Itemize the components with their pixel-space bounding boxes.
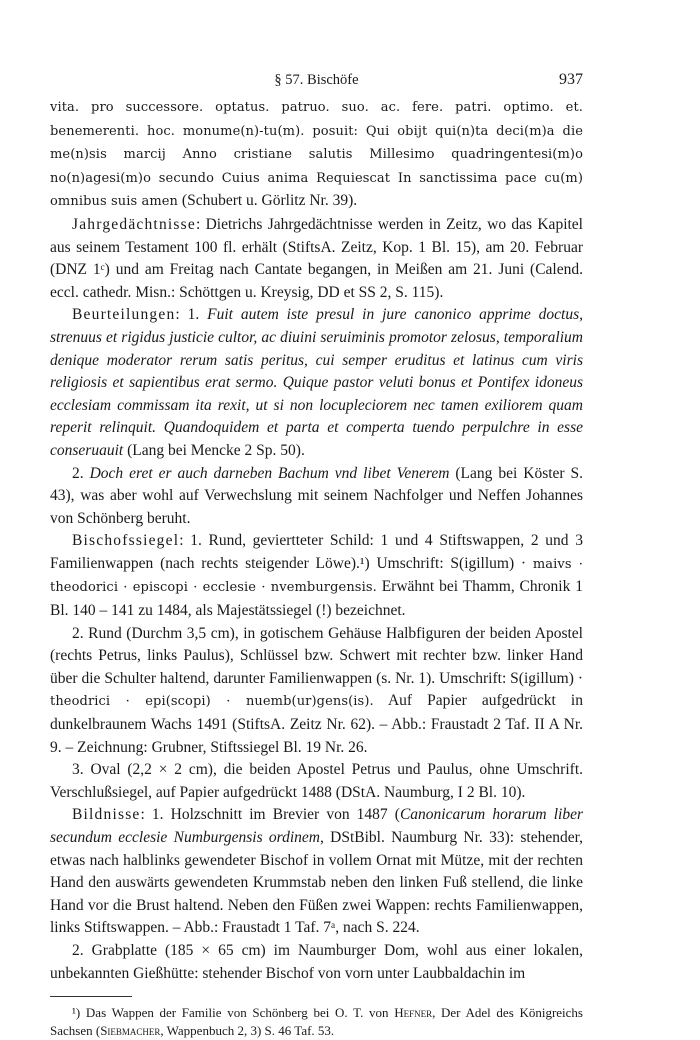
running-head bbox=[50, 70, 583, 90]
text-run: (Lang bei Köster S. 43), was aber wohl auf Verwechslung mit seinem Nachfolger und Neffen Johannes von Schönberg beruht. bbox=[50, 464, 584, 527]
paragraph-beurteilungen-2 bbox=[50, 463, 583, 531]
running-title: § 57. Bischöfe bbox=[274, 72, 359, 88]
text-run: Fuit autem iste presul in jure canonico apprime doctus, strenuus et rigidus justicie cultor, ac diuini seruiminis promotor zelosus, temporalium denique moderator rerum satis peritus, cui semper eruditus et latinus cum viris religiosis et sapientibus erat sermo. Quique pastor veluti bonus et Pontifex idoneus ecclesiam commissam ita rexit, ut si non locupleciorem nec tamen exiliorem quam reperit relinquit. Quandoquidem et parta et comperta tuendo perpulchre in esse conseruauit bbox=[50, 306, 583, 459]
paragraph-bischofssiegel-2 bbox=[50, 623, 583, 760]
paragraph-bischofssiegel-1 bbox=[50, 530, 583, 622]
text-run: Erwähnt bei Thamm, Chronik 1 Bl. 140 – 141 zu 1484, als Majestätssiegel (!) bezeichnet. bbox=[50, 578, 583, 620]
paragraph-epitaph bbox=[50, 96, 583, 214]
text-run: : 1. Holzschnitt im Brevier von 1487 ( bbox=[140, 806, 400, 824]
text-run: (Schubert u. Görlitz Nr. 39). bbox=[178, 192, 358, 210]
paragraph-beurteilungen-1 bbox=[50, 304, 583, 462]
text-run: maivs · theodorici · episcopi · ecclesie · nvemburgensis. bbox=[50, 556, 583, 596]
body-text bbox=[50, 96, 583, 985]
text-run: , DStBibl. Naumburg Nr. 33): stehender, etwas nach halblinks gewendeter Bischof in vollem Ornat mit Mütze, mit der rechten Hand den auswärts gewendeten Krummstab neben den linken Fuß stellend, die linke Hand vor die Brust haltend. Neben den Füßen zwei Wappen: rechts Familienwappen, links Stiftswappen. – Abb.: Fraustadt 1 Taf. 7ᵃ, nach S. 224. bbox=[50, 829, 583, 937]
text-run: Siebmacher bbox=[100, 1023, 161, 1038]
text-run: Auf Papier aufgedrückt in dunkelbraunem Wachs 1491 (StiftsA. Zeitz Nr. 62). – Abb.: Fraustadt 2 Taf. II A Nr. 9. – Zeichnung: Grubner, Stiftssiegel Bl. 19 Nr. 26. bbox=[50, 692, 583, 756]
text-run: , Wappenbuch 2, 3) S. 46 Taf. 53. bbox=[160, 1023, 335, 1038]
text-run: , Der Adel des Königreichs Sachsen ( bbox=[50, 1005, 583, 1038]
text-run: Beurteilungen bbox=[72, 306, 176, 324]
footnote bbox=[50, 1004, 583, 1040]
text-run: theodrici · epi(scopi) · nuemb(ur)gens(is). bbox=[50, 694, 374, 710]
paragraph-bildnisse-2 bbox=[50, 940, 583, 985]
text-run: Doch eret er auch darneben Bachum vnd libet Venerem bbox=[89, 464, 450, 482]
text-run: 2. bbox=[72, 464, 90, 482]
text-run: Bildnisse bbox=[72, 806, 141, 824]
page-number: 937 bbox=[559, 71, 583, 88]
text-run: Canonicarum horarum liber secundum ecclesie Numburgensis ordinem bbox=[50, 806, 583, 846]
text-run: 2. Grabplatte (185 × 65 cm) im Naumburger Dom, wohl aus einer lokalen, unbekannten Gießhütte: stehender Bischof von vorn unter Laubbaldachin im bbox=[50, 941, 583, 982]
text-run: vita. pro successore. optatus. patruo. suo. ac. fere. patri. optimo. et. benemerenti. hoc. monume(n)-tu(m). posuit: Qui obijt qui(n)ta deci(m)a die me(n)sis marcij Anno cristiane salutis Millesimo quadringentesi(m)o no(n)agesi(m)o secundo Cuius anima Requiescat In sanctissima pace cu(m) omnibus suis amen bbox=[50, 100, 583, 210]
text-run: Jahrgedächtnisse bbox=[72, 215, 196, 233]
text-run: : Dietrichs Jahrgedächtnisse werden in Zeitz, wo das Kapitel aus seinem Testament 100 fl. erhält (StiftsA. Zeitz, Kop. 1 Bl. 15), am 20. Februar (DNZ 1ᶜ) und am Freitag nach Cantate begangen, in Meißen am 21. Juni (Calend. eccl. cathedr. Misn.: Schöttgen u. Kreysig, DD et SS 2, S. 115). bbox=[50, 215, 583, 301]
text-run: Bischofssiegel bbox=[72, 532, 180, 550]
paragraph-bildnisse-1 bbox=[50, 804, 583, 940]
footnote-rule bbox=[50, 996, 132, 997]
text-run: ¹) Das Wappen der Familie von Schönberg bei O. T. von bbox=[72, 1005, 395, 1020]
paragraph-bischofssiegel-3 bbox=[50, 759, 583, 804]
text-run: (Lang bei Mencke 2 Sp. 50). bbox=[123, 441, 305, 459]
text-run: : 1. bbox=[175, 306, 208, 324]
paragraph-jahrgedaechtnisse bbox=[50, 214, 583, 304]
text-run: Hefner bbox=[394, 1005, 433, 1020]
text-run: 2. Rund (Durchm 3,5 cm), in gotischem Gehäuse Halbfiguren der beiden Apostel (rechts Petrus, links Paulus), Schlüssel bzw. Schwert mit rechter bzw. linker Hand über die Schulter haltend, darunter Familienwappen (s. Nr. 1). Umschrift: S(igillum) · bbox=[50, 624, 583, 687]
text-run: 3. Oval (2,2 × 2 cm), die beiden Apostel Petrus und Paulus, ohne Umschrift. Verschlußsiegel, auf Papier aufgedrückt 1488 (DStA. Naumburg, I 2 Bl. 10). bbox=[50, 761, 583, 801]
text-run: : 1. Rund, geviertteter Schild: 1 und 4 Stiftswappen, 2 und 3 Familienwappen (nach rechts steigender Löwe).¹) Umschrift: S(igillum) · bbox=[50, 532, 583, 572]
